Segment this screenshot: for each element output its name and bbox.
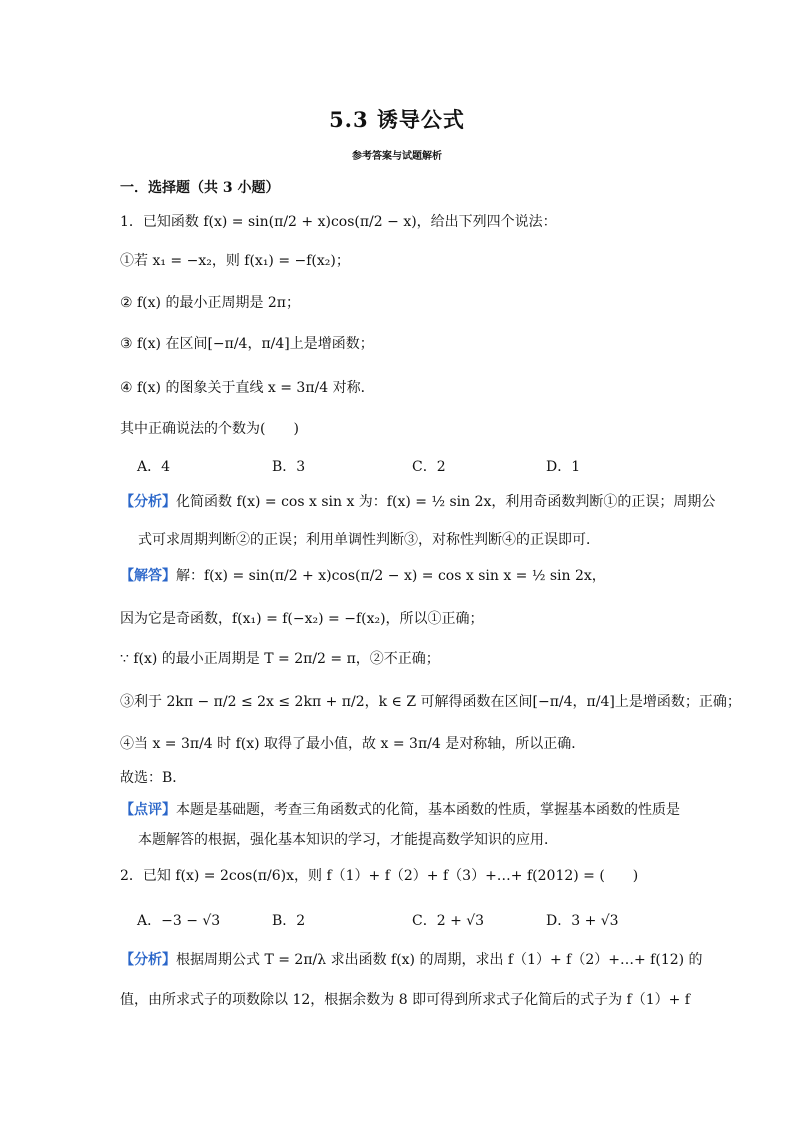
q1-question: 其中正确说法的个数为( ) — [120, 421, 299, 437]
q1-option-d: D．1 — [546, 459, 581, 475]
q1-answer-text: 解：f(x) = sin(π/2 + x)cos(π/2 − x) = cos x sin x = ½ sin 2x， — [176, 568, 606, 584]
comment-tag: 【点评】 — [120, 802, 176, 818]
q1-statement-4: ④ f(x) 的图象关于直线 x = 3π/4 对称． — [120, 380, 375, 396]
q1-statement-2: ② f(x) 的最小正周期是 2π； — [120, 295, 301, 311]
page-subtitle: 参考答案与试题解析 — [352, 151, 442, 162]
q1-answer — [120, 566, 606, 586]
q1-option-b: B．3 — [272, 459, 306, 475]
q1-choice: 故选：B． — [120, 770, 187, 786]
q1-comment-cont: 本题解答的根据，强化基本知识的学习，才能提高数学知识的应用． — [138, 832, 558, 848]
q1-stem: 1．已知函数 f(x) = sin(π/2 + x)cos(π/2 − x)，给出下列四个说法： — [120, 214, 557, 230]
q1-statement-3: ③ f(x) 在区间[−π/4，π/4]上是增函数； — [120, 336, 374, 352]
q2-option-d: D．3 + √3 — [546, 913, 619, 929]
q1-answer-line-5: ④当 x = 3π/4 时 f(x) 取得了最小值，故 x = 3π/4 是对称轴，所以正确． — [120, 736, 586, 752]
q2-analysis-text: 根据周期公式 T = 2π/λ 求出函数 f(x) 的周期，求出 f（1）+ f（2）+…+ f(12) 的 — [176, 952, 703, 968]
q1-analysis-text: 化简函数 f(x) = cos x sin x 为：f(x) = ½ sin 2x，利用奇函数判断①的正误；周期公 — [176, 494, 716, 510]
q1-answer-line-3: ∵ f(x) 的最小正周期是 T = 2π/2 = π，②不正确； — [120, 651, 440, 667]
q1-option-a: A．4 — [137, 459, 171, 475]
q1-comment-text: 本题是基础题，考查三角函数式的化简，基本函数的性质，掌握基本函数的性质是 — [176, 802, 680, 818]
q1-option-c: C．2 — [412, 459, 446, 475]
q2-analysis-cont: 值，由所求式子的项数除以 12，根据余数为 8 即可得到所求式子化简后的式子为 f（1）+ f — [120, 992, 690, 1008]
q2-option-b: B．2 — [272, 913, 306, 929]
answer-tag: 【解答】 — [120, 568, 176, 584]
q2-stem: 2．已知 f(x) = 2cos(π/6)x，则 f（1）+ f（2）+ f（3）+…+ f(2012) = ( ) — [120, 868, 639, 884]
q1-statement-1: ①若 x₁ = −x₂，则 f(x₁) = −f(x₂)； — [120, 253, 350, 269]
q2-analysis — [120, 950, 703, 970]
q2-option-a: A．−3 − √3 — [137, 913, 221, 929]
q1-answer-line-2: 因为它是奇函数，f(x₁) = f(−x₂) = −f(x₂)，所以①正确； — [120, 611, 484, 627]
analysis-tag: 【分析】 — [120, 494, 176, 510]
q2-option-c: C．2 + √3 — [412, 913, 485, 929]
q1-comment — [120, 800, 680, 820]
page-title: 5.3 诱导公式 — [329, 107, 465, 132]
q1-analysis — [120, 492, 715, 512]
section-heading: 一．选择题（共 3 小题） — [120, 180, 280, 196]
q1-answer-line-4: ③利于 2kπ − π/2 ≤ 2x ≤ 2kπ + π/2，k ∈ Z 可解得函数在区间[−π/4，π/4]上是增函数；正确； — [120, 694, 741, 710]
q1-analysis-cont: 式可求周期判断②的正误；利用单调性判断③，对称性判断④的正误即可． — [138, 532, 600, 548]
analysis-tag-2: 【分析】 — [120, 952, 176, 968]
